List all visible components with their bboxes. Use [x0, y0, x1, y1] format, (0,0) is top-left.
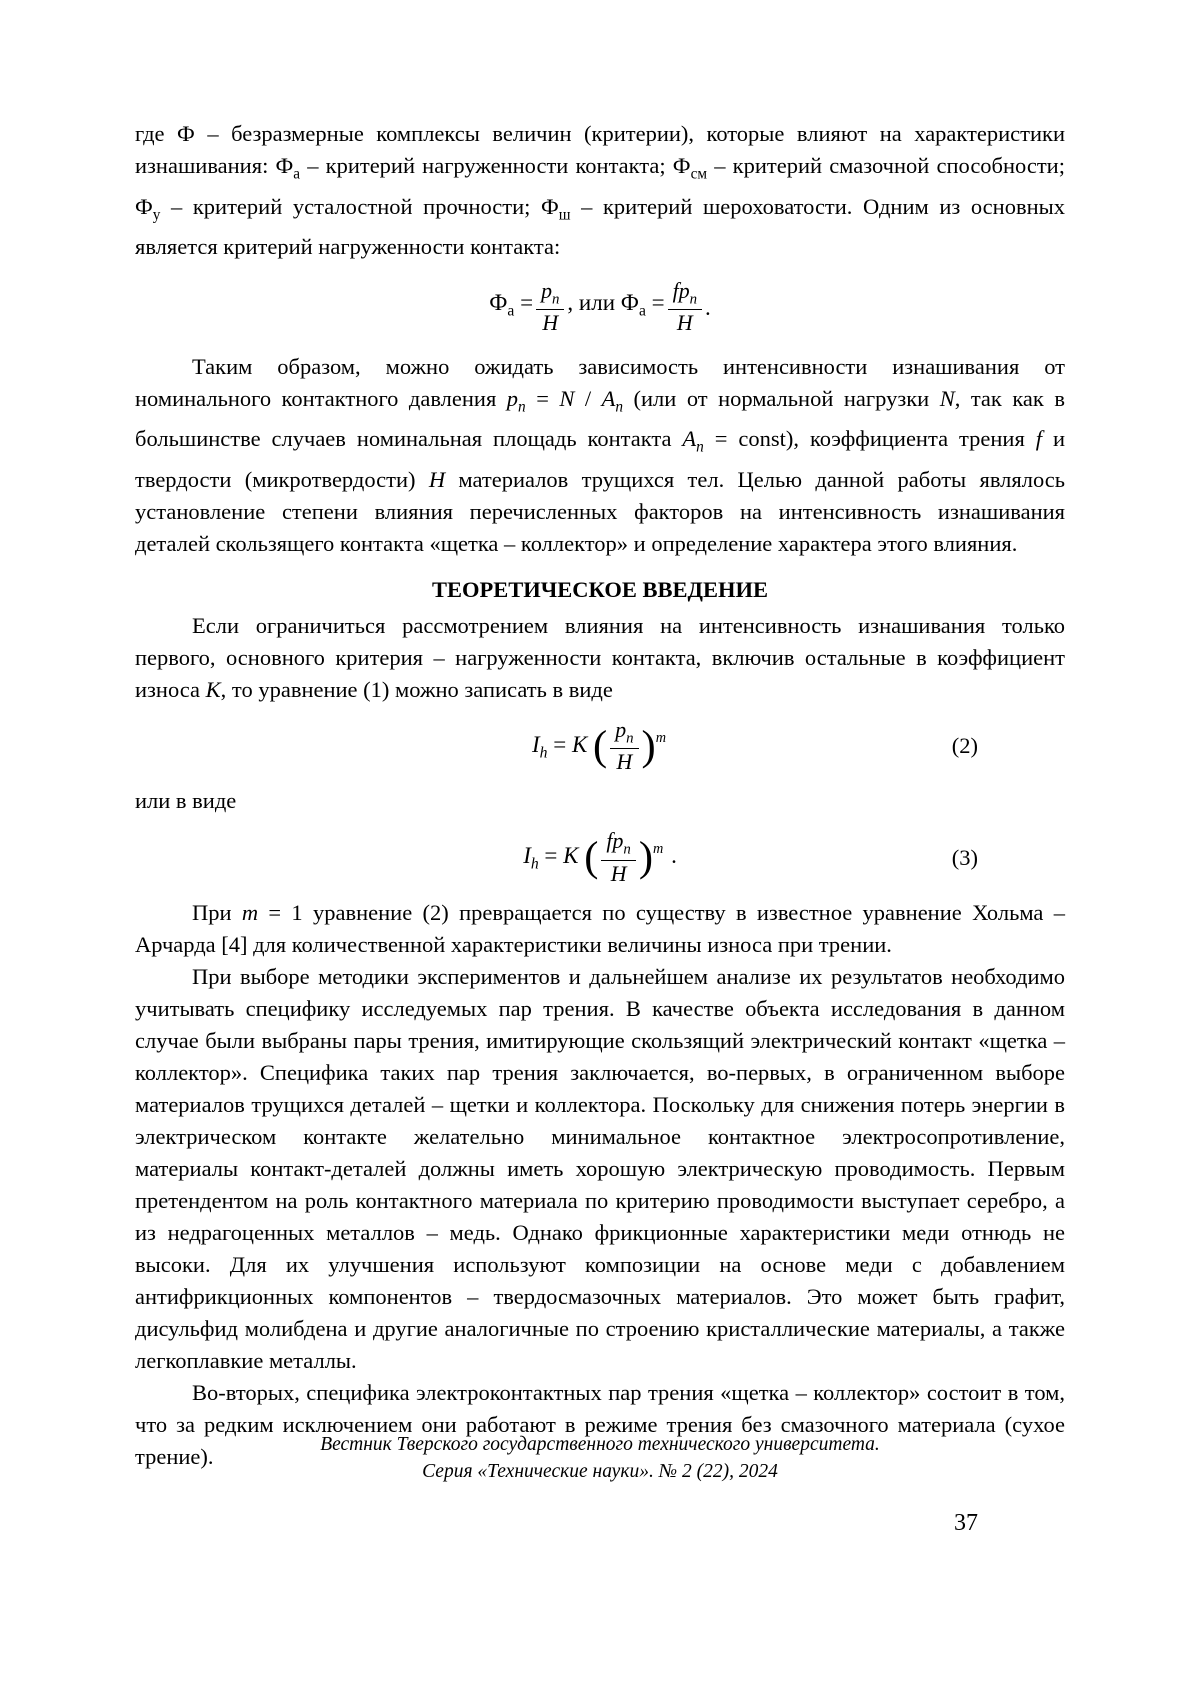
fraction-denominator: H — [616, 749, 633, 774]
equation-3 — [135, 829, 1065, 887]
journal-footer-line2: Серия «Технические науки». № 2 (22), 2024 — [422, 1461, 778, 1482]
paragraph-criteria: где Ф – безразмерные комплексы величин (критерии), которые влияют на характеристики изнашивания: $Ф_а$ – критерий нагруженности контакта; $Ф_{см}$ – критерий смазочной способности; $Ф_у$ – критерий усталостной прочности; $Ф_ш$ – критерий шероховатости. Одним из основных является критерий нагруженности контакта: — [135, 121, 1065, 259]
journal-footer-line1: Вестник Тверского государственного технического университета. — [320, 1434, 880, 1455]
formula-phi-lead: $Ф_а$ = — [489, 290, 534, 321]
equation-3-number: (3) — [951, 844, 978, 870]
fraction-pn-H — [536, 279, 564, 337]
or-in-form-line: или в виде — [135, 788, 237, 814]
paragraph-holm-archard: При m = 1 уравнение (2) превращается по существу в известное уравнение Хольма – Арчарда [4] для количественной характеристики величины износа при трении. — [135, 899, 1065, 957]
formula-phi — [135, 279, 1065, 337]
equation-2-body — [532, 718, 668, 776]
fraction-numerator: $fp_n$ — [601, 829, 635, 860]
fraction-fpn-H — [601, 829, 635, 887]
open-paren: ( — [584, 833, 599, 881]
exponent-m: m — [653, 841, 664, 858]
equation-2-number: (2) — [951, 733, 978, 759]
close-paren: ) — [641, 722, 656, 770]
fraction-denominator: H — [676, 311, 693, 336]
formula-phi-tail: . — [705, 294, 711, 320]
exponent-m: m — [655, 729, 667, 746]
page-number: 37 — [954, 1510, 978, 1536]
close-paren: ) — [638, 833, 654, 881]
fraction-denominator: H — [610, 861, 627, 886]
open-paren: ( — [593, 722, 608, 770]
fraction-denominator: H — [542, 311, 559, 336]
fraction-pn-H — [610, 718, 638, 776]
journal-footer — [0, 1431, 1200, 1485]
equation-2 — [135, 718, 1065, 776]
paragraph-methodology: При выборе методики экспериментов и дальнейшем анализе их результатов необходимо учитывать специфику исследуемых пар трения. В качестве объекта исследования в данном случае были выбраны пары трения, имитирующие скользящий электрический контакт «щетка – коллектор». Специфика таких пар трения заключается, во-первых, в ограниченном выборе материалов трущихся деталей – щетки и коллектора. Поскольку для снижения потерь энергии в электрическом контакте желательно минимальное контактное электросопротивление, материалы контакт-деталей должны иметь хорошую электрическую проводимость. Первым претендентом на роль контактного материала по критерию проводимости выступает серебро, а из недрагоценных металлов – медь. Однако фрикционные характеристики меди отнюдь не высоки. Для их улучшения используют композиции на основе меди с добавлением антифрикционных компонентов – твердосмазочных материалов. Это может быть графит, дисульфид молибдена и другие аналогичные по строению кристаллические материалы, а также легкоплавкие металлы. — [135, 963, 1065, 1373]
equation-3-lead: $I_h = K$ — [523, 843, 579, 873]
fraction-numerator: $p_n$ — [536, 279, 564, 310]
fraction-numerator: $fp_n$ — [668, 279, 702, 310]
paragraph-if-limited: Если ограничиться рассмотрением влияния на интенсивность изнашивания только первого, основного критерия – нагруженности контакта, включив остальные в коэффициент износа K, то уравнение (1) можно записать в виде — [135, 612, 1065, 702]
fraction-numerator: $p_n$ — [610, 718, 638, 749]
equation-3-tail: . — [665, 843, 677, 869]
fraction-fpn-H — [668, 279, 702, 337]
equation-2-lead: $I_h = K$ — [531, 731, 588, 762]
paragraph-thus: Таким образом, можно ожидать зависимость интенсивности изнашивания от номинального контактного давления $p_n = N / A_n$ (или от нормальной нагрузки N, так как в большинстве случаев номинальная площадь контакта $A_n$ = const), коэффициента трения f и твердости (микротвердости) H материалов трущихся тел. Целью данной работы являлось установление степени влияния перечисленных факторов на интенсивность изнашивания деталей скользящего контакта «щетка – коллектор» и определение характера этого влияния. — [135, 353, 1066, 556]
formula-phi-mid: , или $Ф_а$ = — [567, 290, 665, 321]
paragraph-secondly: Во-вторых, специфика электроконтактных пар трения «щетка – коллектор» состоит в том, что за редким исключением они работают в режиме трения без смазочного материала (сухое трение). — [135, 1379, 1065, 1469]
section-heading: ТЕОРЕТИЧЕСКОЕ ВВЕДЕНИЕ — [432, 576, 768, 602]
equation-3-body — [523, 829, 677, 887]
